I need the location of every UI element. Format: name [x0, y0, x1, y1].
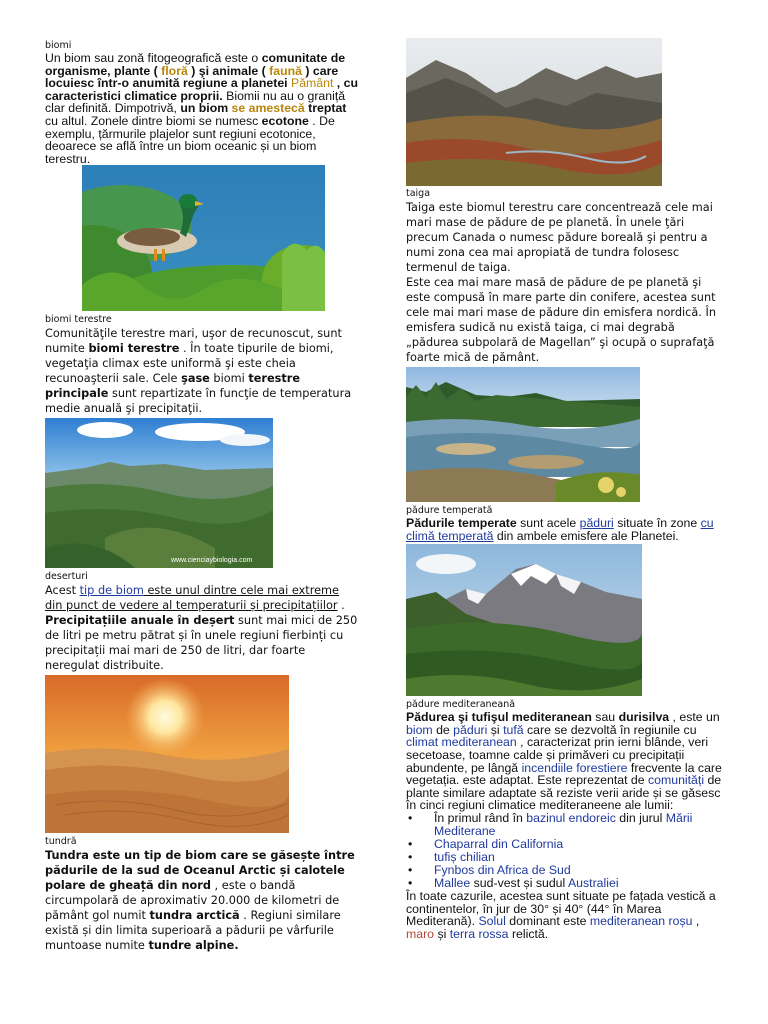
paragraph-padure-mediteraneana: Pădurea şi tufişul mediteranean sau durisilva , este un biom de păduri și tufă care se dezvoltă în regiunile cu climat mediteranean , caracterizat prin ierni blânde, veri secetoase, toamne calde și primăveri cu precipitații abundente, pe lângă incendiile forestiere frecvente la care vegetația. este adaptat. Este reprezentat de comunități de plante similare adaptate să reziste verii aride și se găsesc în cinci regiuni climatice mediteraneene ale lumii:: [406, 710, 722, 813]
paragraph-padure-temperata: Pădurile temperate sunt acele păduri situate în zone cu climă temperată din ambele emisfere ale Planetei.: [406, 516, 714, 543]
right-column: [406, 38, 726, 940]
list-item: • În primul rând în bazinul endoreic din jurul Mării Mediterane: [434, 812, 726, 838]
link-tufa[interactable]: tufă: [503, 722, 524, 737]
regions-list: [406, 812, 726, 890]
watermark-text: www.cienciaybiologia.com: [171, 557, 253, 565]
paragraph-biomi-terestre: Comunităţile terestre mari, uşor de recunoscut, sunt numite biomi terestre . În toate tipurile de biomi, vegetaţia climax este uniformă şi este cheia recunoaşterii sale. Cele şase biomi terestre principale sunt repartizate în funcţie de temperatura medie anuală şi precipitaţii.: [45, 327, 352, 416]
paragraph-biomi: Un biom sau zonă fitogeografică este o comunitate de organisme, plante ( floră ) şi animale ( faună ) care locuiesc într-o anumită regiune a planetei Pământ , cu caracteristici climatice proprii. Biomii nu au o graniță clar definită. Dimpotrivă, un biom se amestecă treptat cu altul. Zonele dintre biomi se numesc ecotone . De exemplu, țărmurile plajelor sunt regiuni ecotonice, deoarece se află între un biom oceanic și un biom terestru.: [45, 51, 358, 166]
link-tufis-chilian[interactable]: tufiș chilian: [434, 849, 495, 864]
forest-canyon-photo: [45, 418, 273, 568]
caption-tundra: tundră: [45, 836, 77, 848]
caption-padure-temperata: pădure temperată: [406, 505, 493, 516]
link-paduri-2[interactable]: păduri: [453, 722, 488, 737]
link-mallee[interactable]: Mallee: [434, 875, 471, 890]
link-fynbos[interactable]: Fynbos din Africa de Sud: [434, 862, 571, 877]
link-marii-mediterane[interactable]: Mării Mediterane: [434, 810, 693, 838]
link-chaparral[interactable]: Chaparral din California: [434, 836, 564, 851]
caption-padure-mediteraneana: pădure mediteraneană: [406, 699, 516, 711]
list-item: • Mallee sud-vest și sudul Australiei: [434, 877, 726, 890]
paragraph-taiga-2: Este cea mai mare masă de pădure de pe planetă şi este compusă în mare parte din conifere, acestea sunt cele mai mari mase de pădure din emisfera nordică. În emisfera sudică nu există taiga, ci mai degrabă „pădurea subpolară de Magellan” şi ocupă o suprafaţă foarte mică de pământ.: [406, 276, 716, 364]
link-tip-de-biom[interactable]: tip de biom: [79, 584, 144, 598]
paragraph-tundra: Tundra este un tip de biom care se găsește între pădurile de la sud de Oceanul Arctic și calotele polare de gheață din nord , este o bandă circumpolară de aproximativ 20.000 de kilometri de pământ gol numit tundra arctică . Regiuni similare există și din limita superioară a pădurii pe vârfurile muntoase numite tundre alpine.: [45, 849, 355, 953]
caption-deserturi: deserturi: [45, 571, 88, 583]
link-incendiile-forestiere[interactable]: incendiile forestiere: [521, 760, 628, 775]
left-column: [45, 40, 360, 953]
link-australiei[interactable]: Australiei: [567, 875, 619, 890]
mountain-valley-photo: [406, 38, 662, 186]
caption-biomi: biomi: [45, 40, 72, 51]
link-mediteranean-rosu[interactable]: mediteranean roșu: [589, 914, 693, 929]
link-comunitati[interactable]: comunități: [648, 773, 705, 788]
paragraph-deserturi: Acest tip de biom este unul dintre cele mai extreme din punct de vedere al temperaturii și precipitațiilor . Precipitațiile anuale în deșert sunt mai mici de 250 de litri pe metru pătrat și în unele regiuni fierbinți cu precipitații mai mari de 250 de litri, dar foarte neregulat distribuite.: [45, 584, 358, 673]
river-forest-photo: [406, 367, 640, 502]
link-maro[interactable]: maro: [406, 926, 435, 941]
link-terra-rossa[interactable]: terra rossa: [449, 926, 509, 941]
link-biom[interactable]: biom: [406, 722, 433, 737]
caption-taiga: taiga: [406, 188, 431, 199]
paragraph-final: În toate cazurile, acestea sunt situate pe fațada vestică a continentelor, în jur de 30° și 40° (44° în Marea Mediterană). Solul dominant este mediteranean roșu , maro și terra rossa relictă.: [406, 888, 716, 941]
paragraph-taiga-1: Taiga este biomul terestru care concentrează cele mai mari mase de pădure de pe planetă. În unele ţări precum Canada o numesc pădure boreală şi pentru a numi zona cea mai apropiată de tundra folosesc termenul de taiga.: [406, 201, 713, 274]
caption-biomi-terestre: biomi terestre: [45, 314, 112, 326]
link-solul[interactable]: Solul: [478, 914, 506, 929]
duck-pond-photo: [82, 165, 325, 311]
link-paduri[interactable]: păduri: [579, 516, 614, 530]
snowy-mountain-photo: [406, 544, 642, 696]
link-clima-temperata[interactable]: cu climă temperată: [406, 516, 714, 543]
link-bazinul-endoreic[interactable]: bazinul endoreic: [526, 810, 616, 825]
link-climat-mediteranean[interactable]: climat mediteranean: [406, 735, 517, 750]
desert-dunes-photo: [45, 675, 289, 833]
